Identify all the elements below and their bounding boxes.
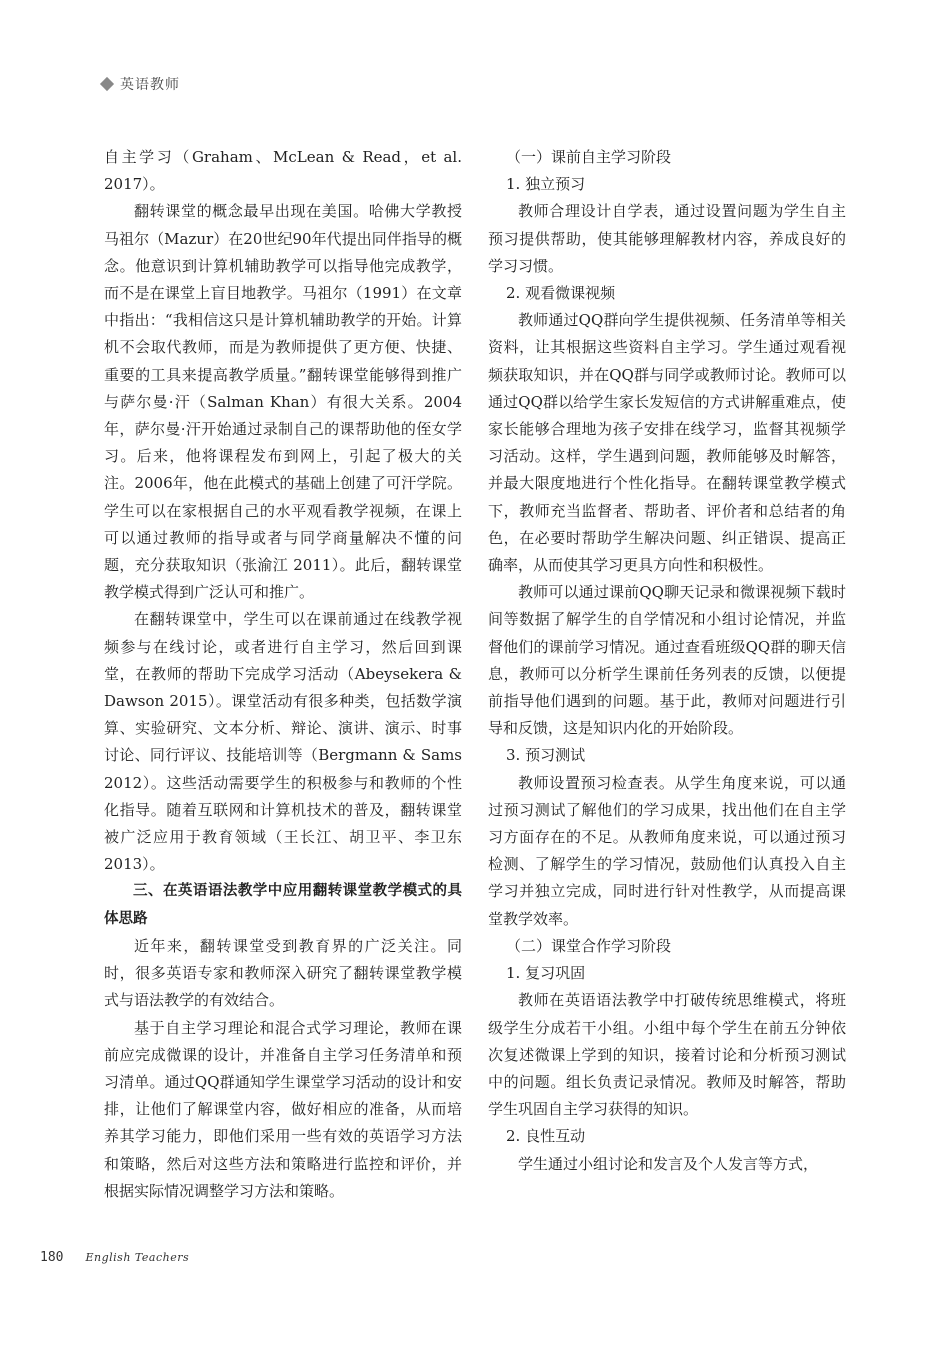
paragraph: 翻转课堂的概念最早出现在美国。哈佛大学教授马祖尔（Mazur）在20世纪90年代提出同伴指导的概念。他意识到计算机辅助教学可以指导他完成教学，而不是在课堂上盲目地教学。马祖尔（1991）在文章中指出：“我相信这只是计算机辅助教学的开始。计算机不会取代教师，而是为教师提供了更方便、快捷、重要的工具来提高教学质量。”翻转课堂能够得到推广与萨尔曼·汗（Salman Khan）有很大关系。2004年，萨尔曼·汗开始通过录制自己的课帮助他的侄女学习。后来，他将课程发布到网上，引起了极大的关注。2006年，他在此模式的基础上创建了可汗学院。学生可以在家根据自己的水平观看教学视频，在课上可以通过教师的指导或者与同学商量解决不懂的问题，充分获取知识（张渝江 2011）。此后，翻转课堂教学模式得到广泛认可和推广。 (104, 202, 462, 602)
journal-title: 英语教师 (120, 77, 180, 93)
paragraph: 教师可以通过课前QQ聊天记录和微课视频下载时间等数据了解学生的自学情况和小组讨论情况，并监督他们的课前学习情况。通过查看班级QQ群的聊天信息，教师可以分析学生课前任务列表的反馈，以便提前指导他们遇到的问题。基于此，教师对问题进行引导和反馈，这是知识内化的开始阶段。 (488, 583, 846, 738)
subsection-heading: （二）课堂合作学习阶段 (506, 936, 672, 955)
page-footer (40, 1250, 189, 1265)
paragraph: 自主学习（Graham、McLean & Read，et al. 2017）。 (104, 148, 462, 194)
subsection-heading: 1. 复习巩固 (506, 964, 586, 983)
paragraph: 教师通过QQ群向学生提供视频、任务清单等相关资料，让其根据这些资料自主学习。学生通过观看视频获取知识，并在QQ群与同学或教师讨论。教师可以通过QQ群以给学生家长发短信的方式讲解重难点，使家长能够合理地为孩子安排在线学习，监督其视频学习活动。这样，学生遇到问题，教师能够及时解答，并最大限度地进行个性化指导。在翻转课堂教学模式下，教师充当监督者、帮助者、评价者和总结者的角色，在必要时帮助学生解决问题、纠正错误、提高正确率，从而使其学习更具方向性和积极性。 (488, 311, 846, 575)
subsection-heading: （一）课前自主学习阶段 (506, 148, 672, 166)
running-header (102, 74, 180, 94)
page-number: 180 (40, 1250, 64, 1265)
left-column (104, 144, 462, 1205)
paragraph: 教师设置预习检查表。从学生角度来说，可以通过预习测试了解他们的学习成果，找出他们在自主学习方面存在的不足。从教师角度来说，可以通过预习检测、了解学生的学习情况，鼓励他们认真投入自主学习并独立完成，同时进行针对性教学，从而提高课堂教学效率。 (488, 773, 846, 928)
paragraph: 基于自主学习理论和混合式学习理论，教师在课前应完成微课的设计，并准备自主学习任务清单和预习清单。通过QQ群通知学生课堂学习活动的设计和安排，让他们了解课堂内容，做好相应的准备，从而培养其学习能力，即他们采用一些有效的英语学习方法和策略，然后对这些方法和策略进行监控和评价，并根据实际情况调整学习方法和策略。 (104, 1018, 462, 1200)
journal-name: English Teachers (85, 1251, 190, 1264)
subsection-heading: 2. 观看微课视频 (506, 284, 616, 303)
diamond-icon (100, 77, 114, 91)
section-heading: 三、在英语语法教学中应用翻转课堂教学模式的具体思路 (104, 883, 462, 927)
paragraph: 教师合理设计自学表，通过设置问题为学生自主预习提供帮助，使其能够理解教材内容，养成良好的学习习惯。 (488, 202, 846, 275)
paragraph: 学生通过小组讨论和发言及个人发言等方式， (518, 1154, 819, 1173)
right-column (488, 144, 846, 1178)
subsection-heading: 1. 独立预习 (506, 175, 586, 194)
subsection-heading: 3. 预习测试 (506, 746, 586, 765)
paragraph: 在翻转课堂中，学生可以在课前通过在线教学视频参与在线讨论，或者进行自主学习，然后回到课堂，在教师的帮助下完成学习活动（Abeysekera & Dawson 2015）。课堂活动有很多种类，包括数学演算、实验研究、文本分析、辩论、演讲、演示、时事讨论、同行评议、技能培训等（Bergmann & Sams 2012）。这些活动需要学生的积极参与和教师的个性化指导。随着互联网和计算机技术的普及，翻转课堂被广泛应用于教育领域（王长江、胡卫平、李卫东 2013）。 (104, 610, 462, 874)
paragraph: 近年来，翻转课堂受到教育界的广泛关注。同时，很多英语专家和教师深入研究了翻转课堂教学模式与语法教学的有效结合。 (104, 936, 462, 1010)
subsection-heading: 2. 良性互动 (506, 1127, 586, 1146)
paragraph: 教师在英语语法教学中打破传统思维模式，将班级学生分成若干小组。小组中每个学生在前五分钟依次复述微课上学到的知识，接着讨论和分析预习测试中的问题。组长负责记录情况。教师及时解答，帮助学生巩固自主学习获得的知识。 (488, 991, 846, 1119)
